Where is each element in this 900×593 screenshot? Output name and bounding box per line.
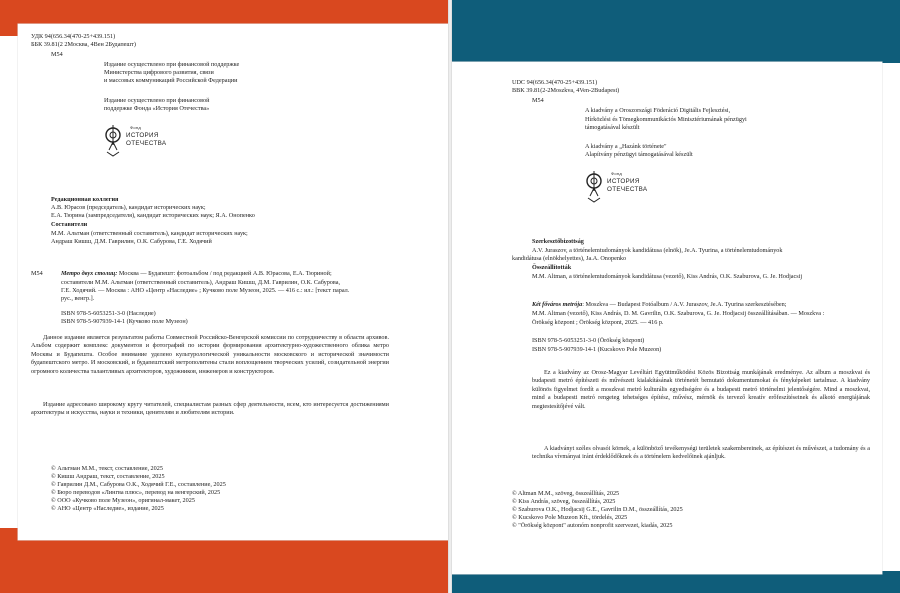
funding-line: Издание осуществлено при финансовой (104, 97, 210, 104)
catalog-entry-line: M.M. Altman (vezető), Kiss András, D. M. Gavrilin, O.K. Szaburova, G. Je. Hodjacsij összeállításában. — Moszkva : (532, 310, 825, 317)
funding-line: поддержке Фонда «История Отечества» (104, 105, 210, 112)
copyright-line: © Бюро переводов «Лингва плюс», перевод на венгерский, 2025 (51, 489, 221, 496)
abstract-paragraph: Данное издание является результатом работы Совместной Российско-Венгерской комиссии по сотрудничеству в области архивов. Альбом содержит комплекс документов и фотографий по истории формирования архитектурно-художественного облика метро Москвы и Будапешта. Особое внимание уделено культурологической уникальности московского и исторической значимости будапештского метро. И московский, и будапештский метрополитены стали воплощением творческих усилий, созидательной энергии огромного количества талантливых архитекторов, художников, инженеров и конструкторов. (31, 334, 389, 375)
copyright-line: © АНО «Центр «Наследие», издание, 2025 (51, 505, 164, 512)
udk-code: УДК 94(656.34(470-25+439.151) (31, 33, 116, 40)
bbk-code: BBK 39.81(2-2Moszkva, 4Ven-2Budapest) (512, 87, 620, 94)
teal-band-top (450, 0, 900, 63)
compilers-line: M.M. Altman, a történelemtudományok kandidátusa (vezető), Kiss András, O.K. Szaburova, G. Je. Hodjacsij (532, 273, 803, 280)
teal-band-bottom (450, 571, 900, 593)
catalog-entry-line: Г.Е. Ходячий. — Москва : АНО «Центр «Наследие» ; Кучково поле Музеон, 2025. — 416 с.: ил.: [текст парал. (61, 287, 350, 294)
logo-line-2: ОТЕЧЕСТВА (126, 140, 167, 147)
book-spine-fold (448, 0, 452, 593)
russian-imprint-page (18, 24, 448, 540)
catalog-entry-line (61, 270, 332, 278)
logo-line-1: ИСТОРИЯ (126, 132, 159, 139)
funding-line: A kiadvány a „Hazánk története" (585, 143, 667, 150)
logo-line-2: ОТЕЧЕСТВА (607, 186, 648, 193)
board-heading: Редакционная коллегия (51, 196, 119, 203)
logo-line-1: ИСТОРИЯ (607, 178, 640, 185)
copyright-line: © Szaburova O.K., Hodjacsij G.E., Gavrilin D.M., összeállítás, 2025 (512, 506, 683, 513)
board-line: Е.А. Тюрина (зампредседателя), кандидат исторических наук; Я.А. Онопенко (51, 212, 255, 219)
abstract-paragraph: Издание адресовано широкому кругу читателей, специалистам разных сфер деятельности, всем, кто интересуется достижениями архитектуры и искусства, науки и техники, ценителям и любителям истории. (31, 401, 389, 417)
copyright-line: © Гаврилин Д.М., Сабурова О.К., Ходячий Г.Е., составление, 2025 (51, 481, 226, 488)
catalog-entry-mark: М54 (31, 270, 43, 277)
catalog-entry-line: составители М.М. Альтман (ответственный составитель), Андраш Кишш, Д.М. Гаврилин, О.К. Сабурова, (61, 279, 341, 286)
compilers-heading: Összeállították (532, 264, 572, 271)
author-mark: M54 (532, 97, 544, 104)
board-line: kandidátusa (elnökhelyettes), Ja.A. Onopenko (512, 255, 627, 262)
funding-line: Министерства цифрового развития, связи (104, 69, 214, 76)
foundation-logo (104, 124, 167, 166)
foundation-logo (585, 170, 648, 212)
funding-line: Издание осуществлено при финансовой поддержке (104, 61, 240, 68)
funding-line: Alapítvány pénzügyi támogatásával készült (585, 151, 693, 158)
compilers-heading: Составители (51, 221, 88, 228)
board-line: А.В. Юрасов (председатель), кандидат исторических наук; (51, 204, 206, 211)
catalog-entry-line: рус., венгр.]. (61, 295, 95, 302)
bbk-code: ББК 39.81(2 2Москва, 4Вен 2Будапешт) (31, 41, 136, 48)
abstract-paragraph: Ez a kiadvány az Orosz-Magyar Levéltári Együttműködési Közös Bizottság munkájának eredménye. Az album a moszkvai és budapesti metró építészeti és művészeti kialakításának történetét bemutató dokumentumokat és fényképeket tartalmaz. A kiadvány különös figyelmet fordít a moszkvai metró kulturális egyediségére és a budapesti metró történelmi jelentőségére. Mind a moszkvai, mind a budapesti metró rengeteg tehetséges építész, művész, mérnök és tervező kreatív erőfeszítéseinek és alkotó energiájának megtestesítőjévé vált. (532, 369, 870, 410)
compilers-line: Андраш Кишш, Д.М. Гаврилин, О.К. Сабурова, Г.Е. Ходячий (51, 238, 212, 245)
funding-line: и массовых коммуникаций Российской Федерации (104, 77, 238, 84)
compilers-line: М.М. Альтман (ответственный составитель), кандидат исторических наук; (51, 230, 248, 237)
board-line: A.V. Juraszov, a történelemtudományok kandidátusa (elnök), Je.A. Tyurina, a történelemtudományok (532, 247, 783, 254)
copyright-line: © Альтман М.М., текст, составление, 2025 (51, 465, 163, 472)
copyright-line: © Kucskovo Pole Muzeon Kft., tördelés, 2025 (512, 514, 628, 521)
udc-code: UDC 94(656.34(470-25+439.151) (512, 79, 598, 86)
isbn-line: ISBN 978-5-907939-14-1 (Кучково поле Музеон) (61, 318, 188, 325)
isbn-line: ISBN 978-5-907939-14-1 (Kucskovo Pole Muzeon) (532, 346, 662, 353)
isbn-line: ISBN 978-5-6053251-3-0 (Örökség központ) (532, 337, 645, 344)
catalog-entry-title: Метро двух столиц: (61, 270, 118, 277)
catalog-entry-line (532, 301, 786, 309)
catalog-entry-text: : Moszkva — Budapest Fotóalbum / A.V. Juraszov, Je.A. Tyurina szerkesztésében; (582, 301, 787, 308)
author-mark: М54 (51, 51, 63, 58)
logo-top-text: Фонд (130, 125, 142, 130)
copyright-line: © "Örökség központ" autonóm nonprofit szervezet, kiadás, 2025 (512, 522, 673, 529)
funding-line: Hírközlési és Tömegkommunikációs Minisztériumának pénzügyi (585, 116, 747, 123)
funding-line: A kiadvány a Oroszországi Föderáció Digitális Fejlesztési, (585, 107, 731, 114)
catalog-entry-title: Két főváros metrója (532, 301, 583, 308)
isbn-line: ISBN 978-5-6053251-3-0 (Наследие) (61, 310, 156, 317)
copyright-line: © ООО «Кучково поле Музеон», оригинал-макет, 2025 (51, 497, 195, 504)
catalog-entry-line: Örökség központ ; Örökség központ, 2025. — 416 p. (532, 319, 664, 326)
board-heading: Szerkesztőbizottság (532, 238, 584, 245)
copyright-line: © Кишш Андраш, текст, составление, 2025 (51, 473, 165, 480)
abstract-paragraph: A kiadványt széles olvasói körnek, a különböző tevékenységi területek szakembereinek, az építészet és művészet, a tudomány és a technika vívmányai iránt érdeklődőknek és a történelem kedvelőinek ajánljuk. (532, 445, 870, 461)
hungarian-imprint-page (452, 62, 882, 574)
catalog-entry-text: Москва — Будапешт: фотоальбом / под редакцией А.В. Юрасова, Е.А. Тюриной; (117, 270, 332, 277)
copyright-line: © Kiss András, szöveg, összeállítás, 2025 (512, 498, 616, 505)
copyright-line: © Altman M.M., szöveg, összeállítás, 2025 (512, 490, 620, 497)
funding-line: támogatásával készült (585, 124, 640, 131)
logo-top-text: Фонд (611, 171, 623, 176)
